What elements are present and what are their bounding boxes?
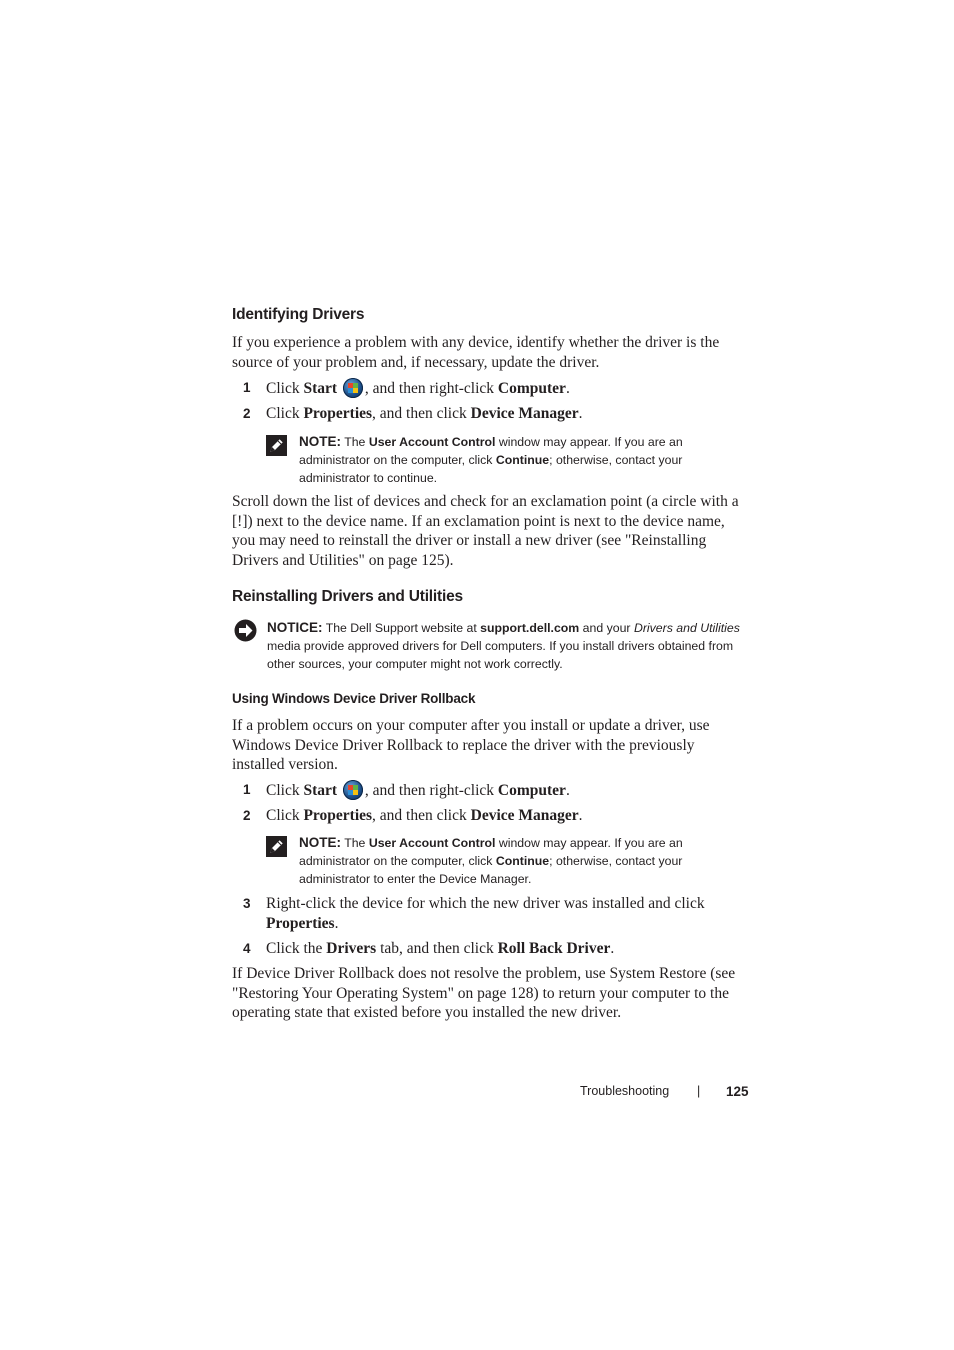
pencil-note-icon [266,836,287,857]
device-manager-label: Device Manager [470,405,579,422]
footer-section-title: Troubleshooting [580,1084,670,1098]
footer-separator: | [697,1084,701,1098]
step-number: 2 [243,808,251,823]
device-manager-label: Device Manager [470,807,579,824]
properties-label: Properties [303,405,373,422]
page-number: 125 [726,1084,749,1099]
properties-label: Properties [266,914,335,932]
start-label: Start [303,782,338,799]
scroll-paragraph: Scroll down the list of devices and check for an exclamation point (a circle with a [!]) next to the device name. If an exclamation point is next to the device name, you may need to reinstall the driver or install a new driver (see "Reinstalling Drivers and Utilities" on page 125). [232,493,739,569]
drivers-tab-label: Drivers [326,940,377,957]
subheading-rollback: Using Windows Device Driver Rollback [232,691,476,706]
heading-identifying-drivers: Identifying Drivers [232,306,365,323]
step-text: Right-click the device for which the new driver was installed and click Properties. [266,895,705,932]
computer-label: Computer [497,782,566,799]
step-text: Click Properties, and then click Device Manager. [266,807,583,824]
step-number: 4 [243,941,251,956]
step-number: 1 [243,380,251,395]
windows-start-orb-icon [343,780,363,800]
properties-label: Properties [303,807,373,824]
note-text: NOTE: The User Account Control window may appear. If you are an administrator on the computer, click Continue; otherwise, contact your administrator to enter the Device Manager. [299,835,683,886]
step-number: 3 [243,896,251,911]
heading-reinstalling-drivers: Reinstalling Drivers and Utilities [232,588,463,605]
rollback-intro: If a problem occurs on your computer after you install or update a driver, use Windows Device Driver Rollback to replace the driver with the previously installed version. [232,717,710,773]
step-text: Click Properties, and then click Device Manager. [266,405,583,422]
windows-start-orb-icon [343,378,363,398]
step-text: Click Start , and then right-click Computer. [266,782,570,799]
arrow-circle-notice-icon [234,619,257,642]
step-text: Click Start , and then right-click Computer. [266,380,570,397]
outro-paragraph: If Device Driver Rollback does not resolve the problem, use System Restore (see "Restoring Your Operating System" on page 128) to return your computer to the operating state that existed before you installed the new driver. [232,965,736,1021]
notice-text: NOTICE: The Dell Support website at support.dell.com and your Drivers and Utilities media provide approved drivers for Dell computers. If you install drivers obtained from other sources, your computer might not work correctly. [267,620,740,671]
pencil-note-icon [266,435,287,456]
roll-back-driver-label: Roll Back Driver [497,940,611,957]
step-number: 2 [243,406,251,421]
step-number: 1 [243,782,251,797]
computer-label: Computer [497,380,566,397]
start-label: Start [303,380,338,397]
note-text: NOTE: The User Account Control window may appear. If you are an administrator on the computer, click Continue; otherwise, contact your administrator to continue. [299,434,683,485]
step-text: Click the Drivers tab, and then click Roll Back Driver. [266,940,615,957]
intro-paragraph: If you experience a problem with any device, identify whether the driver is the source of your problem and, if necessary, update the driver. [232,334,720,371]
